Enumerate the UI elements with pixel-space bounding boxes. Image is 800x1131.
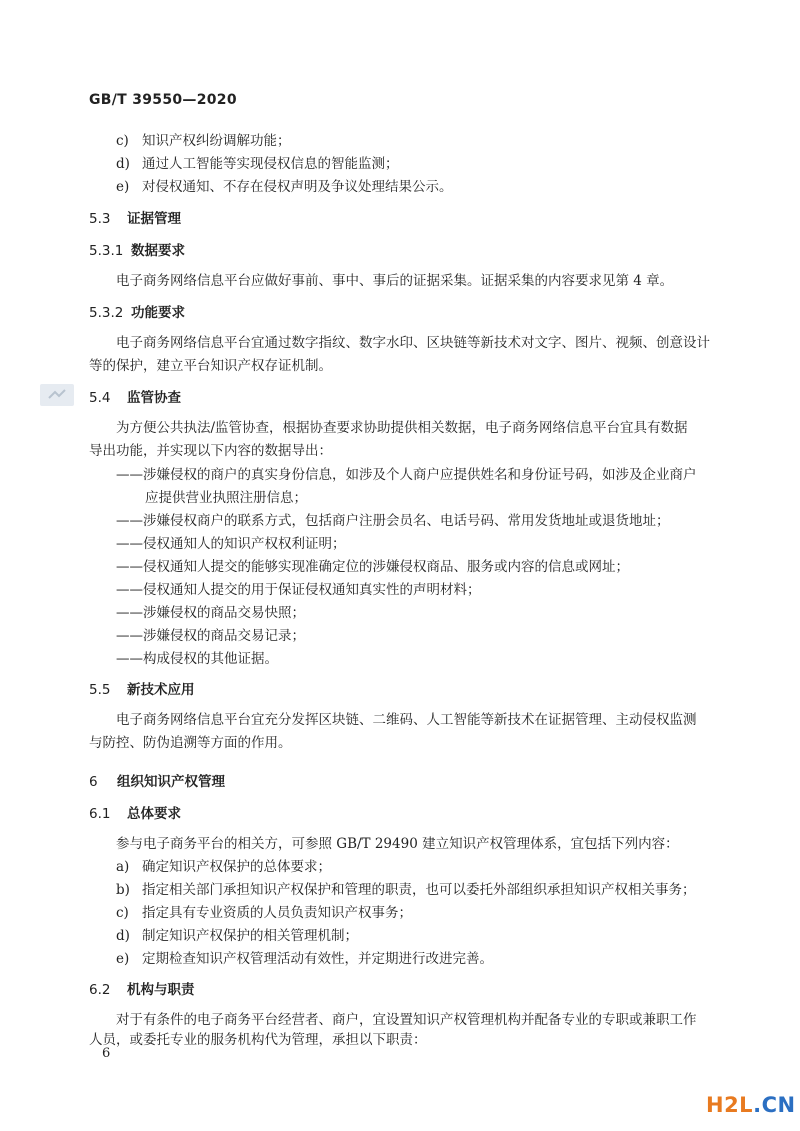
dash-item: ——涉嫌侵权的商品交易记录； xyxy=(116,628,305,644)
dash-item: ——构成侵权的其他证据。 xyxy=(116,651,278,667)
dash-item: ——侵权通知人提交的能够实现准确定位的涉嫌侵权商品、服务或内容的信息或网址； xyxy=(116,559,629,575)
list-item-text: 指定具有专业资质的人员负责知识产权事务； xyxy=(142,905,412,921)
section-number: 5.4 xyxy=(89,390,111,406)
section-heading-5-3 xyxy=(89,210,181,228)
section-title: 数据要求 xyxy=(131,243,185,259)
dash-item: ——侵权通知人提交的用于保证侵权通知真实性的声明材料； xyxy=(116,582,481,598)
section-heading-5-4 xyxy=(89,389,181,407)
section-title: 新技术应用 xyxy=(127,682,195,698)
paragraph-text: 导出功能，并实现以下内容的数据导出： xyxy=(89,443,332,459)
dash-item: ——涉嫌侵权的商户的真实身份信息，如涉及个人商户应提供姓名和身份证号码，如涉及企业商户 xyxy=(116,467,697,483)
section-heading-6-1 xyxy=(89,805,181,823)
list-item-text: 确定知识产权保护的总体要求； xyxy=(142,859,331,875)
list-marker: c) xyxy=(116,133,129,149)
section-title: 机构与职责 xyxy=(127,982,195,998)
watermark-brand: H2L xyxy=(706,1093,754,1117)
paragraph-text: 等的保护，建立平台知识产权存证机制。 xyxy=(89,358,332,374)
watermark-dot: . xyxy=(753,1093,762,1117)
link-icon xyxy=(47,389,67,401)
list-marker: e) xyxy=(116,179,130,195)
list-marker: a) xyxy=(116,859,130,875)
dash-item: ——侵权通知人的知识产权权利证明； xyxy=(116,536,346,552)
section-title: 功能要求 xyxy=(131,305,185,321)
section-number: 5.5 xyxy=(89,682,111,698)
list-item xyxy=(116,904,412,922)
list-item xyxy=(116,858,331,876)
paragraph-text: 与防控、防伪追溯等方面的作用。 xyxy=(89,735,292,751)
section-heading-5-3-2 xyxy=(89,304,185,322)
section-number: 5.3 xyxy=(89,211,111,227)
list-item xyxy=(116,155,399,173)
list-item-text: 通过人工智能等实现侵权信息的智能监测； xyxy=(142,156,399,172)
list-item-text: 对侵权通知、不存在侵权声明及争议处理结果公示。 xyxy=(142,179,453,195)
section-title: 证据管理 xyxy=(127,211,181,227)
section-number: 6.2 xyxy=(89,982,111,998)
section-title: 总体要求 xyxy=(127,806,181,822)
list-item-text: 指定相关部门承担知识产权保护和管理的职责，也可以委托外部组织承担知识产权相关事务； xyxy=(142,882,696,898)
list-item xyxy=(116,950,493,968)
list-marker: d) xyxy=(116,156,130,172)
site-watermark xyxy=(706,1093,796,1117)
list-item xyxy=(116,178,453,196)
section-heading-6-2 xyxy=(89,981,195,999)
chapter-heading-6 xyxy=(89,773,225,791)
paragraph-text: 参与电子商务平台的相关方，可参照 GB/T 29490 建立知识产权管理体系，宜包括下列内容： xyxy=(116,836,679,852)
section-heading-5-3-1 xyxy=(89,242,185,260)
paragraph-text: 对于有条件的电子商务平台经营者、商户，宜设置知识产权管理机构并配备专业的专职或兼职工作 xyxy=(116,1012,697,1028)
watermark-tld: CN xyxy=(761,1093,796,1117)
section-number: 5.3.1 xyxy=(89,243,124,259)
paragraph-text: 人员，或委托专业的服务机构代为管理，承担以下职责： xyxy=(89,1032,427,1048)
list-item-text: 定期检查知识产权管理活动有效性，并定期进行改进完善。 xyxy=(142,951,493,967)
list-marker: d) xyxy=(116,928,130,944)
list-item-text: 制定知识产权保护的相关管理机制； xyxy=(142,928,358,944)
section-title: 组织知识产权管理 xyxy=(117,774,225,790)
list-item xyxy=(116,927,358,945)
section-number: 6 xyxy=(89,774,98,790)
section-heading-5-5 xyxy=(89,681,195,699)
side-tab[interactable] xyxy=(40,384,74,406)
paragraph-text: 为方便公共执法/监管协查，根据协查要求协助提供相关数据，电子商务网络信息平台宜具有数据 xyxy=(116,420,688,436)
list-item xyxy=(116,132,291,150)
page-number: 6 xyxy=(102,1046,111,1061)
dash-item: ——涉嫌侵权商户的联系方式，包括商户注册会员名、电话号码、常用发货地址或退货地址； xyxy=(116,513,670,529)
list-marker: c) xyxy=(116,905,129,921)
dash-item-continuation: 应提供营业执照注册信息； xyxy=(145,490,307,506)
standard-code: GB/T 39550—2020 xyxy=(89,92,237,108)
list-item-text: 知识产权纠纷调解功能； xyxy=(142,133,291,149)
section-title: 监管协查 xyxy=(127,390,181,406)
list-marker: b) xyxy=(116,882,130,898)
list-marker: e) xyxy=(116,951,130,967)
paragraph-text: 电子商务网络信息平台宜充分发挥区块链、二维码、人工智能等新技术在证据管理、主动侵权监测 xyxy=(116,712,697,728)
section-number: 5.3.2 xyxy=(89,305,124,321)
paragraph-text: 电子商务网络信息平台宜通过数字指纹、数字水印、区块链等新技术对文字、图片、视频、创意设计 xyxy=(116,335,710,351)
dash-item: ——涉嫌侵权的商品交易快照； xyxy=(116,605,305,621)
section-number: 6.1 xyxy=(89,806,111,822)
paragraph-text: 电子商务网络信息平台应做好事前、事中、事后的证据采集。证据采集的内容要求见第 4 章。 xyxy=(116,273,674,289)
list-item xyxy=(116,881,696,899)
